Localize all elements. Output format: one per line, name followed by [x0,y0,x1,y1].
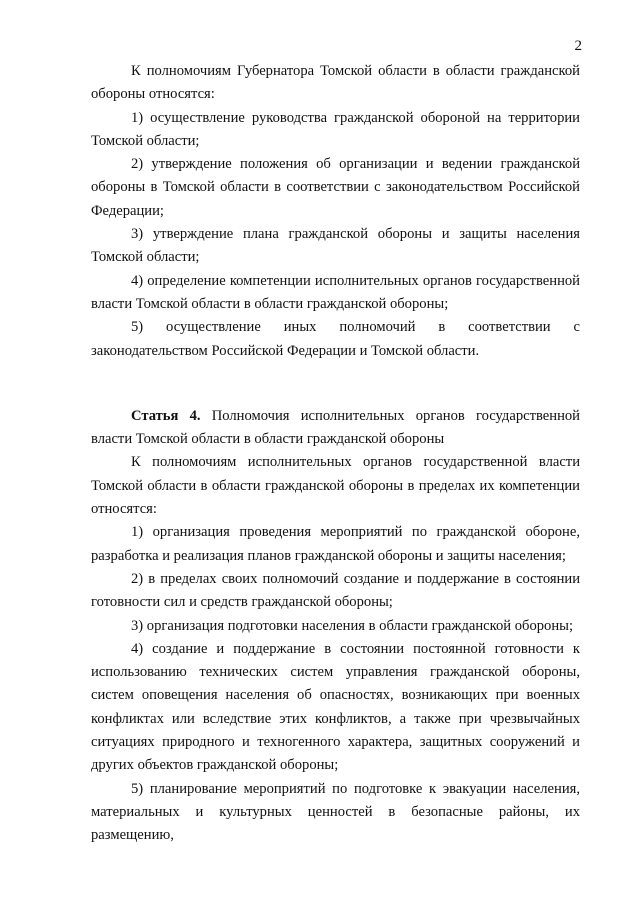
article-item: 4) создание и поддержание в состоянии постоянной готовности к использованию технических систем управления гражданской обороны, систем оповещения населения об опасностях, возникающих при военных конфликтах или вследствие этих конфликтов, а также при чрезвычайных ситуациях природного и техногенного характера, защитных сооружений и других объектов гражданской обороны; [91,640,580,774]
governor-power-item: 2) утверждение положения об организации и ведении гражданской обороны в Томской области в соответствии с законодательством Российской Федерации; [91,156,580,219]
article-title: Полномочия исполнительных органов государственной власти Томской области в области гражданской обороны [91,407,580,448]
article-item: 5) планирование мероприятий по подготовке к эвакуации населения, материальных и культурных ценностей в безопасные районы, их размещению, [91,780,580,844]
governor-power-item: 3) утверждение плана гражданской обороны и защиты населения Томской области; [91,226,580,266]
governor-power-item: 5) осуществление иных полномочий в соответствии с законодательством Российской Федерации и Томской области. [91,319,580,359]
governor-power-item: 1) осуществление руководства гражданской обороной на территории Томской области; [91,109,580,149]
governor-powers-intro: К полномочиям Губернатора Томской области в области гражданской обороны относятся: [91,63,580,103]
article-item: 3) организация подготовки населения в области гражданской обороны; [131,617,574,634]
article-heading [91,405,580,452]
article-item: 2) в пределах своих полномочий создание и поддержание в состоянии готовности сил и средств гражданской обороны; [91,570,580,611]
article-item: 1) организация проведения мероприятий по гражданской обороне, разработка и реализация планов гражданской обороны и защиты населения; [91,524,580,564]
governor-power-item: 4) определение компетенции исполнительных органов государственной власти Томской области в области гражданской обороны; [91,272,580,312]
article-intro: К полномочиям исполнительных органов государственной власти Томской области в области гражданской обороны в пределах их компетенции относятся: [91,454,580,518]
page-number: 2 [574,38,582,54]
article-number: Статья 4. [131,407,201,424]
document-body [91,60,580,848]
